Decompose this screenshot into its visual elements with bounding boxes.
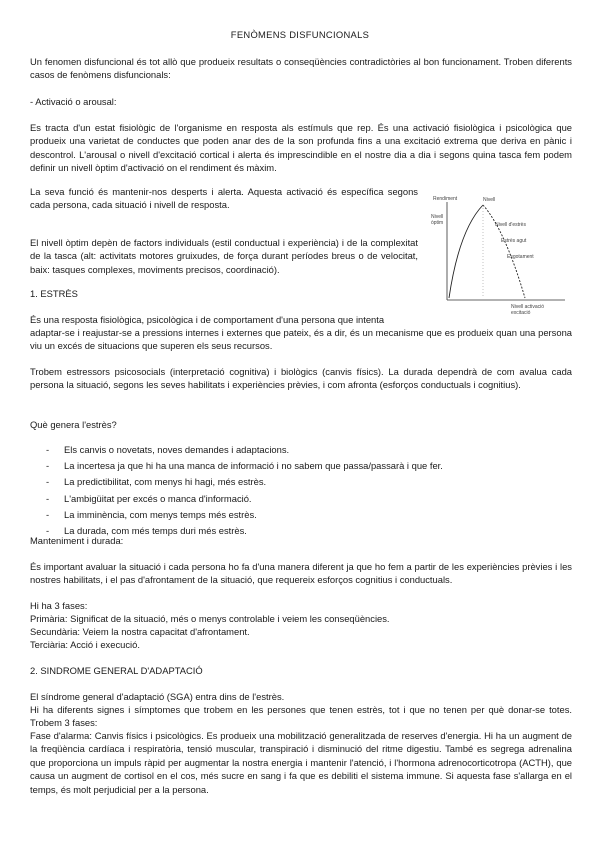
rising-curve xyxy=(449,205,483,298)
estres-heading: 1. ESTRÈS xyxy=(30,288,78,299)
page-title: FENÒMENS DISFUNCIONALS xyxy=(230,29,370,40)
right-label-2: Estrès agut xyxy=(501,238,527,244)
falling-curve xyxy=(483,205,525,298)
activacio-paragraph-1: Es tracta d'un estat fisiològic de l'organisme en resposta als estímuls que rep. És una activació fisiològica i psicològica que produeix una varietat de conductes que poden anar des de la son profunda fins a una excitació extrema que deriva en pànic i descontrol. L'arousal o nivell d'excitació cortical i alerta és imprescindible en el nostre dia a dia i segons quina tasca fem podem definir un nivell òptim d'activació on el rendiment és màxim. xyxy=(30,122,572,174)
activacio-paragraph-3: El nivell òptim depèn de factors individuals (estil conductual i experiència) i de la complexitat de la tasca (alt: activitats motores gruixudes, de força durant períodes breus o de velocitat, baix: tasques complexes, moviments precisos, coordinació). xyxy=(30,237,418,275)
estres-paragraph-2: Trobem estressors psicosocials (interpretació cognitiva) i biològics (canvis físics). La durada dependrà de com avalua cada persona la situació, segons les seves habilitats i experiències prèvies, i com afronta (esforços conductuals i cognitius). xyxy=(30,366,572,391)
arousal-performance-chart xyxy=(425,190,575,320)
sga-line-1: El síndrome general d'adaptació (SGA) entra dins de l'estrès. xyxy=(30,691,285,702)
x-axis-label-1: Nivell activació xyxy=(511,304,545,310)
genera-list xyxy=(46,442,546,539)
fase-secundaria: Secundària: Veiem la nostra capacitat d'afrontament. xyxy=(30,626,250,637)
list-item: - L'ambigüitat per excés o manca d'informació. xyxy=(46,491,546,507)
manteniment-paragraph: És important avaluar la situació i cada persona ho fa d'una manera diferent ja que ho fem a partir de les experiències prèvies i les nostres habilitats, i el pas d'afrontament de la situació, que requereix esforços cognitius i conductuals. xyxy=(30,561,572,586)
intro-paragraph: Un fenomen disfuncional és tot allò que produeix resultats o conseqüències contradictòries al bon funcionament. Troben diferents casos de fenòmens disfuncionals: xyxy=(30,56,572,81)
sga-heading: 2. SINDROME GENERAL D'ADAPTACIÓ xyxy=(30,665,203,676)
list-item: - Els canvis o novetats, noves demandes i adaptacions. xyxy=(46,442,546,458)
manteniment-heading: Manteniment i durada: xyxy=(30,535,124,546)
list-item: - La imminència, com menys temps més estrès. xyxy=(46,507,546,523)
right-label-3: Esgotament xyxy=(507,254,534,260)
peak-label: Nivell xyxy=(483,197,496,203)
left-label-1: Nivell xyxy=(431,214,444,220)
left-label-2: òptim xyxy=(431,220,444,226)
estres-paragraph-1-line-1: És una resposta fisiològica, psicològica i de comportament d'una persona que intenta xyxy=(30,314,385,325)
sga-paragraph-2: Hi ha diferents signes i símptomes que trobem en les persones que tenen estrès, tot i que no tenen per què donar-se totes. Trobem 3 fases: xyxy=(30,704,572,729)
right-label-1: Nivell d'estrès xyxy=(495,222,526,228)
genera-heading: Què genera l'estrès? xyxy=(30,419,117,430)
estres-paragraph-1: adaptar-se i reajustar-se a pressions internes i externes que pateix, és a dir, és un mecanisme que es produeix quan una persona viu un excés de situacions que superen els seus recursos. xyxy=(30,327,572,352)
activacio-paragraph-2: La seva funció és mantenir-nos desperts i alerta. Aquesta activació és específica segons cada persona, cada situació i nivell de resposta. xyxy=(30,186,418,211)
x-axis-label-2: excitació xyxy=(511,310,531,316)
activacio-heading: - Activació o arousal: xyxy=(30,96,117,107)
fase-terciaria: Terciària: Acció i execució. xyxy=(30,639,140,650)
y-axis-label: Rendiment xyxy=(433,196,458,202)
list-item: - La incertesa ja que hi ha una manca de informació i no sabem que passa/passarà i que fer. xyxy=(46,458,546,474)
fase-primaria: Primària: Significat de la situació, més o menys controlable i veiem les conseqüències. xyxy=(30,613,390,624)
list-item: - La durada, com més temps duri més estrès. xyxy=(46,523,546,539)
list-item: - La predictibilitat, com menys hi hagi, més estrès. xyxy=(46,474,546,490)
sga-paragraph-3: Fase d'alarma: Canvis físics i psicològics. Es produeix una mobilització generalitzada de reserves d'energia. Hi ha un augment de la freqüència cardíaca i respiratòria, tensió muscular, transpiració i disminució del ritme digestiu. També es segrega adrenalina que proporciona un impuls ràpid per augmentar la nostra energia i mantenir l'atenció, i l'hormona adrenocorticotropa (ACTH), que causa un augment de cortisol en el cos, més sucre en sang i fa que es debiliti el sistema immune. Si aquesta fase s'allarga en el temps, és molt perjudicial per a la persona. xyxy=(30,730,572,795)
fases-heading: Hi ha 3 fases: xyxy=(30,600,88,611)
